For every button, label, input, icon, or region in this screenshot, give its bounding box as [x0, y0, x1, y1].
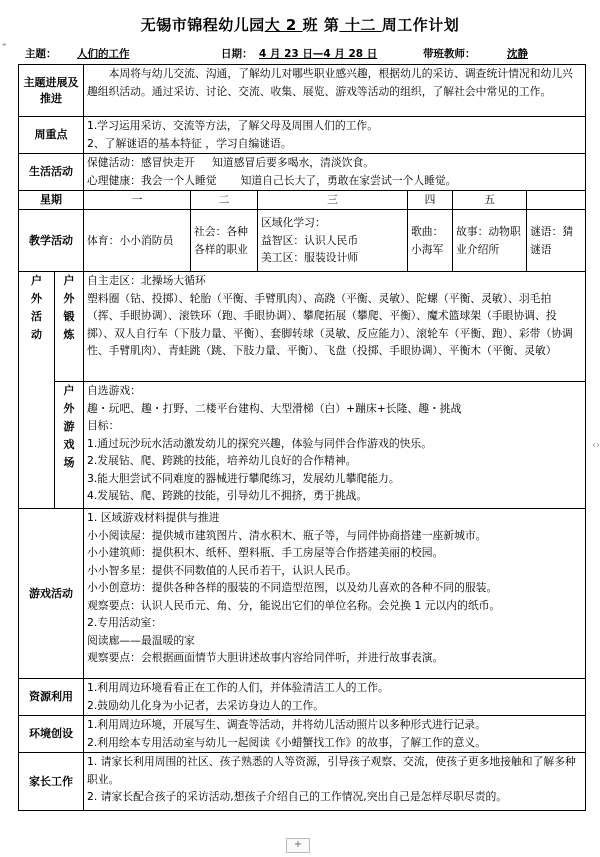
- class-name: 大 2: [264, 16, 303, 34]
- outdoor-game-content: [84, 382, 586, 509]
- teaching-thu: 歌曲：小海军: [408, 210, 453, 272]
- game-line: 1.通过玩沙玩水活动激发幼儿的探究兴趣，体验与同伴合作游戏的快乐。: [87, 436, 433, 450]
- game-line: 自选游戏：: [87, 384, 141, 397]
- row-outdoor-exercise: [19, 272, 586, 382]
- outdoor-exercise-content: [84, 272, 586, 382]
- info-line: [25, 46, 585, 62]
- row-week: [19, 191, 586, 210]
- teaching-wed: 区域化学习： 益智区：认识人民币 美工区：服装设计师: [258, 210, 408, 272]
- focus-content: [84, 117, 586, 154]
- date-value: 4 月 23 日—4 月 28 日: [259, 48, 378, 60]
- table-move-handle-icon[interactable]: ⌖: [2, 40, 7, 49]
- scroll-arrow-icon[interactable]: ‹›: [592, 440, 600, 451]
- theme-progress-text: 本周将与幼儿交流、沟通，了解幼儿对哪些职业感兴趣，根据幼儿的采访、调查统计情况和幼儿兴趣组织活动。通过采访、讨论、交流、收集、展览、游戏等活动的组织，了解社会中常见的工作。: [84, 65, 586, 117]
- game-activity-content: [84, 509, 586, 679]
- teaching-tue: 社会：各种各样的职业: [191, 210, 258, 272]
- row-parents: [19, 753, 586, 811]
- resource-content: [84, 679, 586, 716]
- environment-content: [84, 716, 586, 753]
- resource-line: 1.利用周边环境看看正在工作的人们，并体验清洁工人的工作。: [87, 681, 389, 694]
- parents-line: 2. 请家长配合孩子的采访活动,想孩子介绍自己的工作情况,突出自己是怎样尽职尽责的。: [87, 790, 508, 803]
- row-outdoor-game: [19, 382, 586, 509]
- game-activity-line: 观察要点：认识人民币元、角、分，能说出它们的单位名称。会兑换 1 元以内的纸币。: [87, 598, 501, 612]
- outdoor-game-label: 户外游戏场: [55, 382, 84, 509]
- outdoor-label: 户外活动: [19, 272, 55, 509]
- day-thu: 四: [408, 191, 453, 210]
- day-tue: 二: [191, 191, 258, 210]
- life-label: 生活活动: [19, 154, 84, 191]
- game-line: 趣・玩吧、趣・打野、二楼平台建构、大型滑梯（白）+蹦床+长隆、趣・挑战: [87, 401, 462, 415]
- parents-label: 家长工作: [19, 753, 84, 811]
- focus-item: 2、了解谜语的基本特征 ，学习自编谜语。: [87, 136, 292, 150]
- add-row-button[interactable]: +: [286, 838, 310, 853]
- parents-line: 1. 请家长利用周围的社区、孩子熟悉的人等资源，引导孩子观察、交流，使孩子更多地接触和了解多种职业。: [87, 755, 576, 786]
- game-activity-line: 小小建筑师：提供积木、纸杯、塑料瓶、手工房屋等合作搭建美丽的校园。: [87, 546, 444, 559]
- row-life: [19, 154, 586, 191]
- life-content: [84, 154, 586, 191]
- row-teaching: [19, 210, 586, 272]
- row-environment: [19, 716, 586, 753]
- life-item: 心理健康：我会一个人睡觉 知道自己长大了，勇敢在家尝试一个人睡觉。: [87, 173, 457, 187]
- game-line: 2.发展钻、爬、跨跳的技能，培养幼儿良好的合作精神。: [87, 454, 357, 467]
- day-sat-empty: [527, 191, 586, 210]
- theme-progress-label: 主题进展及推进: [19, 65, 84, 117]
- life-item: 保健活动：感冒快走开 知道感冒后要多喝水，清淡饮食。: [87, 156, 375, 169]
- exercise-line: 塑料圈（钻、投掷）、轮胎（平衡、手臂肌肉）、高跷（平衡、灵敏）、陀螺（平衡、灵敏）、羽毛拍（挥、手眼协调）、滚铁环（跑、手眼协调）、攀爬拓展（攀爬、平衡）、魔术篮球架（手眼协调、投掷）、双人自行车（下肢力量、平衡）、套脚转球（灵敏、反应能力）、滚轮车（平衡、跑）、彩带（协调性、手臂肌肉）、青蛙跳（跳、下肢力量、平衡）、飞盘（投掷、手眼协调）、平衡木（平衡、灵敏）: [87, 291, 573, 357]
- environment-label: 环境创设: [19, 716, 84, 753]
- game-activity-label: 游戏活动: [19, 509, 84, 679]
- focus-item: 1.学习运用采访、交流等方法，了解父母及周围人们的工作。: [87, 119, 379, 132]
- parents-content: [84, 753, 586, 811]
- date-label: 日期：: [221, 48, 253, 60]
- focus-label: 周重点: [19, 117, 84, 154]
- teaching-sat: 谜语：猜谜语: [527, 210, 586, 272]
- kindergarten-name: 无锡市锦程幼儿园: [140, 16, 265, 34]
- row-game-activity: [19, 509, 586, 679]
- teacher-label: 带班教师：: [423, 48, 476, 60]
- class-word: 班 第: [302, 16, 340, 34]
- game-activity-line: 阅读廊——最温暖的家: [87, 633, 195, 647]
- game-activity-line: 小小智多星：提供不同数值的人民币若干，认识人民币。: [87, 563, 357, 577]
- row-theme-progress: [19, 65, 586, 117]
- page-title: [0, 14, 600, 35]
- resource-line: 2.鼓励幼儿化身为小记者，去采访身边人的工作。: [87, 698, 325, 712]
- resource-label: 资源利用: [19, 679, 84, 716]
- game-line: 目标：: [87, 419, 120, 432]
- day-fri: 五: [453, 191, 527, 210]
- weekly-plan-table: [18, 64, 586, 811]
- row-resource: [19, 679, 586, 716]
- teaching-mon: 体育：小小消防员: [84, 210, 191, 272]
- environment-line: 2.利用绘本专用活动室与幼儿一起阅读《小蜡蟹找工作》的故事，了解工作的意义。: [87, 735, 486, 749]
- day-wed: 三: [258, 191, 408, 210]
- game-activity-line: 观察要点：会根据画面情节大胆讲述故事内容给同伴听，并进行故事表演。: [87, 651, 444, 664]
- game-activity-line: 小小创意坊：提供各种各样的服装的不同造型范图，以及幼儿喜欢的各种不同的服装。: [87, 581, 498, 594]
- game-line: 4.发展钻、爬、跨跳的技能，引导幼儿不拥挤，勇于挑战。: [87, 489, 368, 502]
- teaching-fri: 故事：动物职业介绍所: [453, 210, 527, 272]
- row-focus: [19, 117, 586, 154]
- teacher-value: 沈静: [507, 48, 528, 60]
- environment-line: 1.利用周边环境，开展写生、调查等活动，并将幼儿活动照片以多种形式进行记录。: [87, 718, 486, 731]
- game-activity-line: 2.专用活动室：: [87, 616, 163, 629]
- day-mon: 一: [84, 191, 191, 210]
- game-activity-line: 小小阅读屋：提供城市建筑图片、清水积木、瓶子等，与同伴协商搭建一座新城市。: [87, 528, 487, 542]
- game-line: 3.能大胆尝试不同难度的器械进行攀爬练习，发展幼儿攀爬能力。: [87, 471, 400, 485]
- week-label: 星期: [19, 191, 84, 210]
- exercise-line: 自主走区：北操场大循环: [87, 274, 206, 287]
- outdoor-exercise-label: 户外锻炼: [55, 272, 84, 382]
- theme-value: 人们的工作: [77, 48, 130, 60]
- week-number: 十二: [339, 16, 382, 34]
- title-suffix: 周工作计划: [381, 16, 460, 34]
- theme-label: 主题：: [25, 48, 57, 60]
- game-activity-line: 1. 区域游戏材料提供与推进: [87, 511, 220, 524]
- teaching-label: 教学活动: [19, 210, 84, 272]
